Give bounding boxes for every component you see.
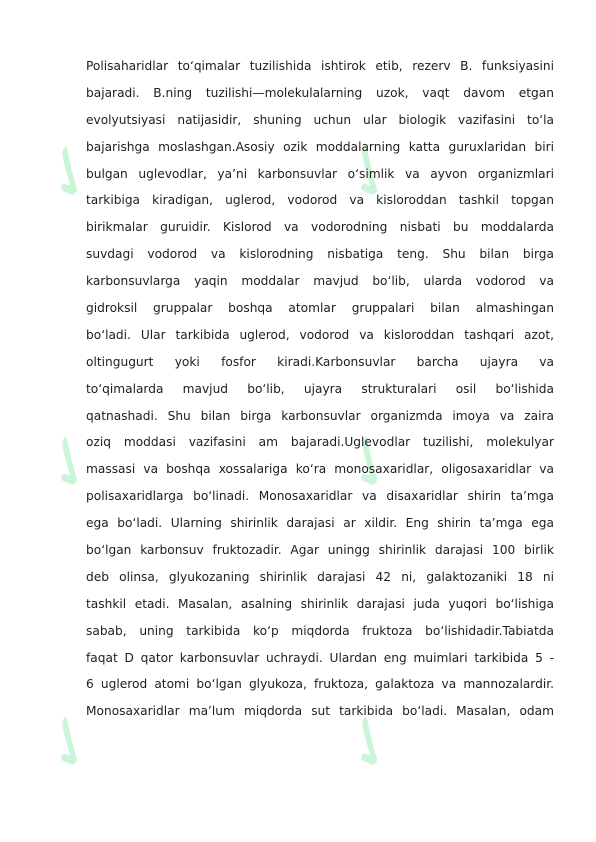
text-line: Monosaxaridlar ma’lum miqdorda sut tarkibida bo‘ladi. Masalan, odam xyxy=(86,704,554,719)
text-line: polisaxaridlarga bo‘linadi. Monosaxaridlar va disaxaridlar shirin ta’mga xyxy=(86,489,554,504)
text-line: oziq moddasi vazifasini am bajaradi.Uglevodlar tuzilishi, molekulyar xyxy=(86,435,554,450)
text-line: bajarishga moslashgan.Asosiy ozik moddalarning katta guruxlaridan biri xyxy=(86,139,554,154)
text-line: tashkil etadi. Masalan, asalning shirinlik darajasi juda yuqori bo‘lishiga xyxy=(86,596,554,611)
text-line: faqat D qator karbonsuvlar uchraydi. Ulardan eng muimlari tarkibida 5 - xyxy=(86,650,554,665)
text-line: suvdagi vodorod va kislorodning nisbatiga teng. Shu bilan birga xyxy=(86,247,554,262)
text-line: bo‘ladi. Ular tarkibida uglerod, vodorod va kisloroddan tashqari azot, xyxy=(86,327,554,342)
text-line: qatnashadi. Shu bilan birga karbonsuvlar organizmda imoya va zaira xyxy=(86,408,554,423)
text-line: birikmalar guruidir. Kislorod va vodorodning nisbati bu moddalarda xyxy=(86,220,554,235)
text-line: karbonsuvlarga yaqin moddalar mavjud bo‘lib, ularda vodorod va xyxy=(86,274,554,289)
text-line: bo‘lgan karbonsuv fruktozadir. Agar uningg shirinlik darajasi 100 birlik xyxy=(86,543,554,558)
text-line: sabab, uning tarkibida ko‘p miqdorda fruktoza bo‘lishidadir.Tabiatda xyxy=(86,623,554,638)
text-line: Polisaharidlar to‘qimalar tuzilishida ishtirok etib, rezerv B. funksiyasini xyxy=(86,59,554,73)
text-line: bulgan uglevodlar, ya’ni karbonsuvlar o‘simlik va ayvon organizmlari xyxy=(86,166,554,181)
text-line: evolyutsiyasi natijasidir, shuning uchun ular biologik vazifasini to‘la xyxy=(86,112,554,127)
text-line: tarkibiga kiradigan, uglerod, vodorod va kisloroddan tashkil topgan xyxy=(86,193,554,208)
watermark-logo: ✓ xyxy=(19,690,123,792)
text-line: 6 uglerod atomi bo‘lgan glyukoza, fruktoza, galaktoza va mannozalardir. xyxy=(86,677,554,692)
watermark-logo: ✓ xyxy=(319,690,423,792)
watermark-logo: ✓ xyxy=(19,120,123,222)
text-line: gidroksil gruppalar boshqa atomlar gruppalari bilan almashingan xyxy=(86,301,554,316)
body-text xyxy=(86,53,554,725)
text-line: oltingugurt yoki fosfor kiradi.Karbonsuvlar barcha ujayra va xyxy=(86,354,554,369)
text-line: deb olinsa, glyukozaning shirinlik darajasi 42 ni, galaktozaniki 18 ni xyxy=(86,569,554,584)
watermark-logo: ✓ xyxy=(19,410,123,512)
text-line: to‘qimalarda mavjud bo‘lib, ujayra strukturalari osil bo‘lishida xyxy=(86,381,554,396)
watermark-logo: ✓ xyxy=(319,120,423,222)
text-line: massasi va boshqa xossalariga ko‘ra monosaxaridlar, oligosaxaridlar va xyxy=(86,462,554,477)
text-line: ega bo‘ladi. Ularning shirinlik darajasi ar xildir. Eng shirin ta’mga ega xyxy=(86,516,554,531)
watermark-logo: ✓ xyxy=(319,410,423,512)
text-line: bajaradi. B.ning tuzilishi—molekulalarning uzok, vaqt davom etgan xyxy=(86,85,554,100)
